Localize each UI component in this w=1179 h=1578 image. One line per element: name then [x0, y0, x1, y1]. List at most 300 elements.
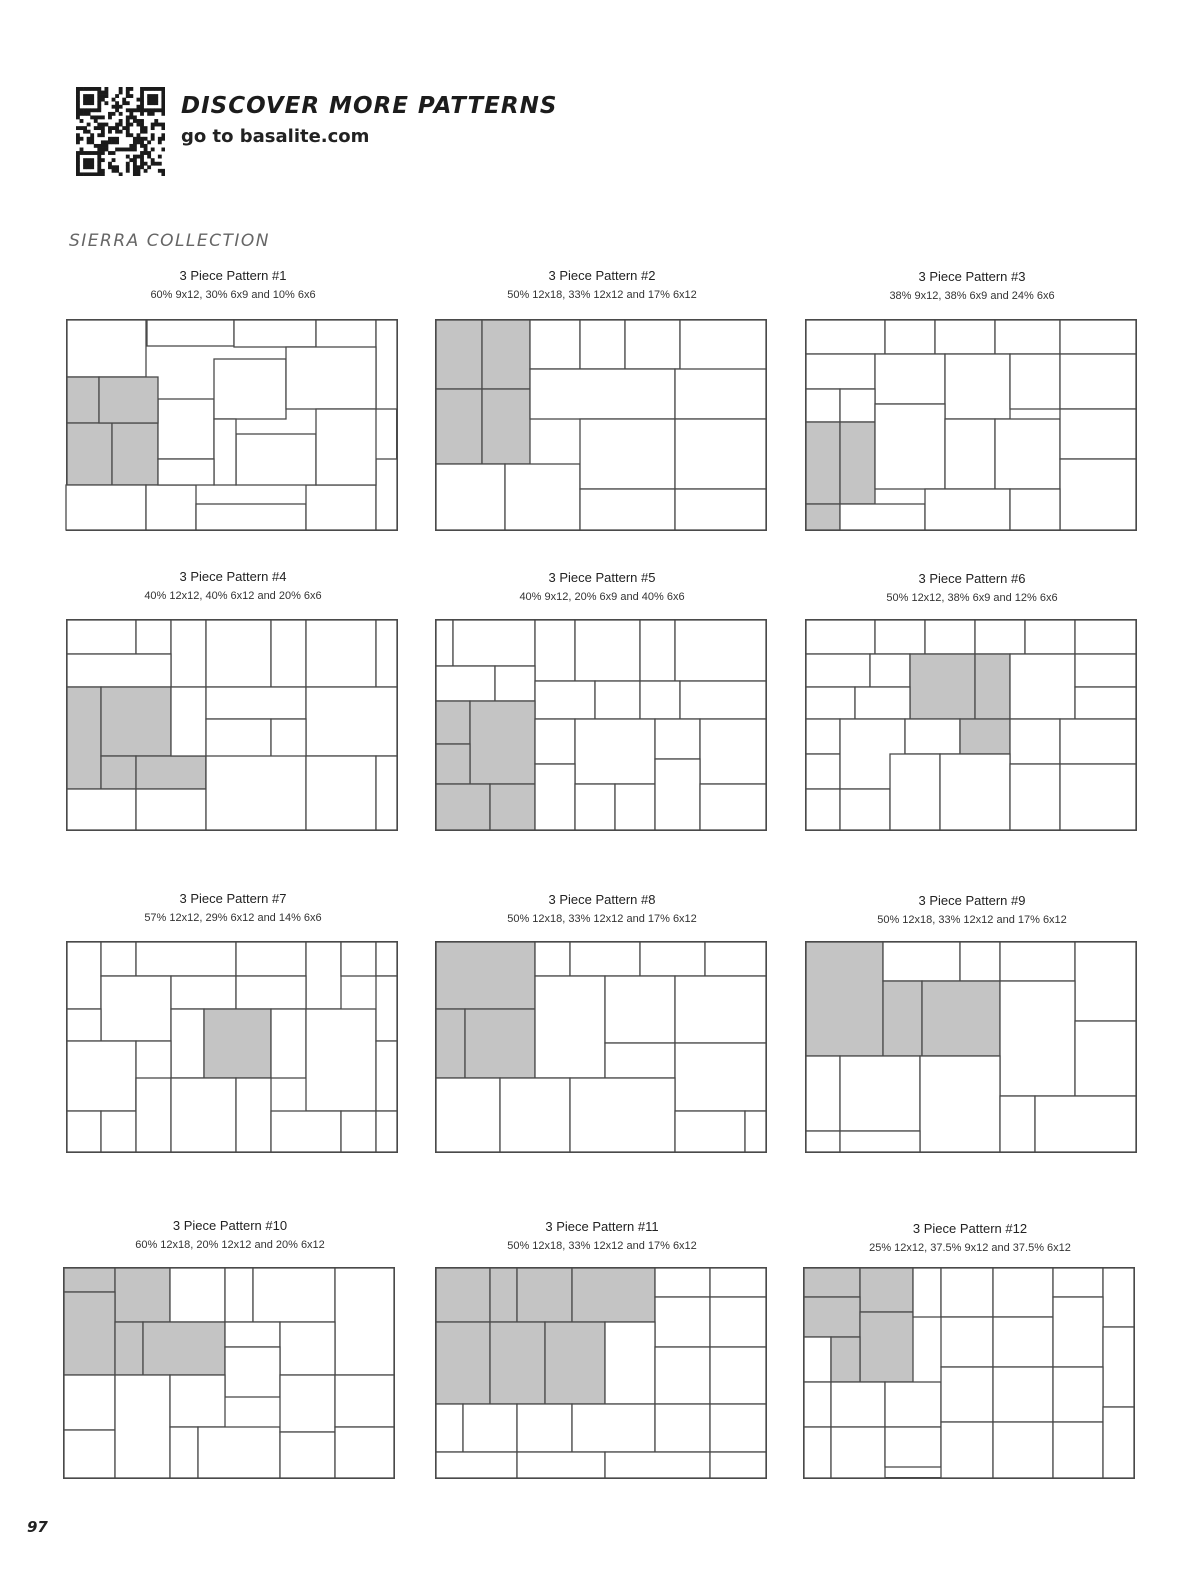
paver-stone — [1010, 764, 1060, 830]
paver-stone — [436, 1322, 490, 1404]
paver-stone — [675, 419, 766, 489]
paver-stone — [1010, 654, 1075, 719]
paver-stone — [482, 389, 530, 464]
paver-stone — [517, 1268, 572, 1322]
pattern-card — [63, 268, 403, 536]
paver-stone — [655, 719, 700, 759]
paver-stone — [286, 347, 376, 409]
pattern-card — [432, 890, 772, 1158]
paver-stone — [995, 419, 1060, 489]
paver-stone — [436, 464, 505, 530]
pattern-diagram — [803, 1267, 1137, 1481]
paver-stone — [1075, 687, 1136, 719]
paver-stone — [67, 942, 101, 1009]
paver-stone — [945, 419, 995, 489]
pattern-diagram — [435, 319, 769, 533]
paver-stone — [253, 1268, 335, 1322]
paver-stone — [960, 942, 1000, 981]
paver-stone — [975, 654, 1010, 719]
paver-stone — [993, 1422, 1053, 1478]
paver-stone — [675, 489, 766, 530]
paver-stone — [115, 1375, 170, 1478]
paver-stone — [675, 369, 766, 419]
pattern-diagram — [805, 319, 1139, 533]
paver-stone — [136, 942, 236, 976]
page-number: 97 — [27, 1518, 48, 1536]
paver-stone — [436, 1404, 463, 1452]
paver-stone — [675, 620, 766, 681]
paver-stone — [710, 1452, 766, 1478]
pattern-card — [802, 568, 1142, 836]
paver-stone — [940, 754, 1010, 830]
paver-stone — [905, 719, 960, 754]
paver-stone — [710, 1347, 766, 1404]
paver-stone — [376, 459, 397, 530]
paver-stone — [804, 1382, 831, 1427]
paver-stone — [306, 1009, 376, 1111]
pattern-name: 3 Piece Pattern #2 — [548, 268, 656, 283]
paver-stone — [875, 404, 945, 489]
paver-stone — [605, 1043, 675, 1078]
paver-stone — [705, 942, 766, 976]
paver-stone — [655, 759, 700, 830]
paver-stone — [572, 1404, 655, 1452]
paver-stone — [1103, 1268, 1134, 1327]
paver-stone — [500, 1078, 570, 1152]
pattern-mix: 50% 12x18, 33% 12x12 and 17% 6x12 — [507, 913, 697, 925]
paver-stone — [806, 620, 875, 654]
paver-stone — [101, 756, 136, 789]
paver-stone — [806, 1056, 840, 1131]
paver-stone — [171, 1078, 236, 1152]
paver-stone — [170, 1268, 225, 1322]
paver-stone — [490, 1322, 545, 1404]
paver-stone — [306, 620, 376, 687]
paver-stone — [605, 1322, 655, 1404]
paver-stone — [575, 784, 615, 830]
pattern-name: 3 Piece Pattern #3 — [918, 269, 1026, 284]
paver-stone — [710, 1268, 766, 1297]
paver-stone — [495, 666, 535, 701]
paver-stone — [745, 1111, 766, 1152]
pattern-card — [432, 568, 772, 836]
paver-stone — [170, 1427, 198, 1478]
paver-stone — [535, 719, 575, 764]
paver-stone — [945, 354, 1010, 419]
paver-stone — [806, 754, 840, 789]
paver-stone — [840, 504, 925, 530]
paver-stone — [655, 1297, 710, 1347]
paver-stone — [993, 1268, 1053, 1317]
pattern-name: 3 Piece Pattern #7 — [179, 891, 287, 906]
paver-stone — [655, 1268, 710, 1297]
paver-stone — [993, 1317, 1053, 1367]
paver-stone — [67, 377, 99, 423]
paver-stone — [436, 1452, 517, 1478]
paver-stone — [1053, 1268, 1103, 1297]
paver-stone — [535, 681, 595, 719]
paver-stone — [1053, 1422, 1103, 1478]
paver-stone — [1103, 1327, 1134, 1407]
paver-stone — [271, 1111, 341, 1152]
paver-stone — [67, 1111, 101, 1152]
paver-stone — [806, 504, 840, 530]
paver-stone — [806, 654, 870, 687]
paver-stone — [1060, 354, 1136, 409]
paver-stone — [376, 620, 397, 687]
paver-stone — [214, 359, 286, 419]
paver-stone — [655, 1347, 710, 1404]
paver-stone — [535, 942, 570, 976]
paver-stone — [465, 1009, 535, 1078]
paver-stone — [1025, 620, 1075, 654]
paver-stone — [170, 1375, 225, 1427]
paver-stone — [530, 320, 580, 369]
paver-stone — [995, 320, 1060, 354]
paver-stone — [700, 784, 766, 830]
paver-stone — [885, 1427, 941, 1467]
paver-stone — [236, 434, 316, 485]
qr-code[interactable] — [76, 87, 165, 176]
promo-title: DISCOVER MORE PATTERNS — [181, 93, 558, 119]
paver-stone — [840, 1056, 920, 1131]
paver-stone — [490, 784, 535, 830]
pattern-diagram — [805, 619, 1139, 833]
paver-stone — [831, 1337, 860, 1382]
paver-stone — [67, 687, 101, 789]
paver-stone — [1010, 354, 1060, 409]
paver-stone — [806, 389, 840, 422]
paver-stone — [206, 756, 306, 830]
paver-stone — [575, 719, 655, 784]
paver-stone — [112, 423, 158, 485]
paver-stone — [1053, 1367, 1103, 1422]
paver-stone — [883, 942, 960, 981]
paver-stone — [875, 620, 925, 654]
paver-stone — [860, 1268, 913, 1312]
paver-stone — [306, 485, 376, 530]
pattern-mix: 25% 12x12, 37.5% 9x12 and 37.5% 6x12 — [869, 1242, 1071, 1254]
paver-stone — [280, 1322, 335, 1375]
paver-stone — [855, 687, 910, 719]
paver-stone — [806, 942, 883, 1056]
paver-stone — [1053, 1297, 1103, 1367]
paver-stone — [316, 409, 376, 485]
paver-stone — [517, 1452, 605, 1478]
paver-stone — [341, 1111, 376, 1152]
pattern-name: 3 Piece Pattern #4 — [179, 569, 287, 584]
paver-stone — [436, 701, 470, 744]
paver-stone — [831, 1382, 885, 1427]
paver-stone — [804, 1297, 860, 1337]
paver-stone — [580, 489, 675, 530]
paver-stone — [806, 789, 840, 830]
paver-stone — [136, 1078, 171, 1152]
paver-stone — [234, 320, 316, 347]
paver-stone — [99, 377, 158, 423]
paver-stone — [67, 620, 136, 654]
paver-stone — [171, 1009, 204, 1078]
paver-stone — [136, 756, 206, 789]
paver-stone — [463, 1404, 517, 1452]
paver-stone — [1000, 981, 1075, 1096]
paver-stone — [101, 1111, 136, 1152]
pattern-card — [60, 1216, 400, 1484]
paver-stone — [840, 1131, 920, 1152]
paver-stone — [806, 354, 875, 389]
paver-stone — [925, 620, 975, 654]
paver-stone — [840, 389, 875, 422]
paver-stone — [870, 654, 910, 687]
pattern-diagram — [63, 1267, 397, 1481]
paver-stone — [1060, 409, 1136, 459]
paver-stone — [1010, 489, 1060, 530]
paver-stone — [1060, 719, 1136, 764]
paver-stone — [535, 620, 575, 681]
paver-stone — [570, 1078, 675, 1152]
paver-stone — [482, 320, 530, 389]
paver-stone — [615, 784, 655, 830]
paver-stone — [198, 1427, 280, 1478]
pattern-mix: 60% 12x18, 20% 12x12 and 20% 6x12 — [135, 1239, 325, 1251]
paver-stone — [935, 320, 995, 354]
paver-stone — [115, 1268, 170, 1322]
paver-stone — [335, 1427, 394, 1478]
paver-stone — [840, 789, 890, 830]
paver-stone — [860, 1312, 913, 1382]
pattern-name: 3 Piece Pattern #6 — [918, 571, 1026, 586]
paver-stone — [436, 620, 453, 666]
pattern-card — [63, 568, 403, 836]
pattern-name: 3 Piece Pattern #5 — [548, 570, 656, 585]
paver-stone — [436, 666, 495, 701]
paver-stone — [67, 320, 146, 377]
pattern-diagram — [66, 619, 400, 833]
paver-stone — [1075, 654, 1136, 687]
paver-stone — [436, 784, 490, 830]
paver-stone — [236, 1078, 271, 1152]
paver-stone — [941, 1422, 993, 1478]
promo-link[interactable]: go to basalite.com — [181, 126, 370, 147]
paver-stone — [806, 320, 885, 354]
paver-stone — [700, 719, 766, 784]
pattern-card — [802, 890, 1142, 1158]
paver-stone — [885, 1382, 941, 1427]
paver-stone — [436, 1009, 465, 1078]
paver-stone — [225, 1322, 280, 1347]
paver-stone — [225, 1268, 253, 1322]
pattern-mix: 40% 9x12, 20% 6x9 and 40% 6x6 — [519, 591, 685, 603]
paver-stone — [158, 399, 214, 459]
paver-stone — [158, 459, 214, 485]
paver-stone — [625, 320, 680, 369]
pattern-mix: 50% 12x18, 33% 12x12 and 17% 6x12 — [877, 914, 1067, 926]
paver-stone — [875, 354, 945, 404]
pattern-mix: 40% 12x12, 40% 6x12 and 20% 6x6 — [144, 590, 322, 602]
paver-stone — [271, 1009, 306, 1078]
paver-stone — [806, 719, 840, 754]
paver-stone — [490, 1268, 517, 1322]
paver-stone — [67, 423, 112, 485]
paver-stone — [941, 1268, 993, 1317]
pattern-mix: 60% 9x12, 30% 6x9 and 10% 6x6 — [150, 289, 316, 301]
paver-stone — [675, 976, 766, 1043]
paver-stone — [436, 744, 470, 784]
pattern-diagram — [435, 619, 769, 833]
paver-stone — [101, 976, 171, 1041]
paver-stone — [580, 419, 675, 489]
pattern-card — [63, 890, 403, 1158]
paver-stone — [605, 976, 675, 1043]
pattern-card — [432, 1216, 772, 1484]
paver-stone — [64, 1375, 115, 1430]
paver-stone — [910, 654, 975, 719]
paver-stone — [535, 976, 605, 1078]
paver-stone — [1060, 459, 1136, 530]
paver-stone — [376, 942, 397, 976]
paver-stone — [64, 1430, 115, 1478]
paver-stone — [101, 942, 136, 976]
paver-stone — [545, 1322, 605, 1404]
paver-stone — [306, 687, 397, 756]
paver-stone — [280, 1375, 335, 1432]
pattern-diagram — [66, 319, 400, 533]
paver-stone — [136, 620, 171, 654]
paver-stone — [376, 320, 397, 409]
paver-stone — [831, 1427, 885, 1478]
paver-stone — [1075, 942, 1136, 1021]
pattern-card — [800, 1216, 1140, 1484]
paver-stone — [64, 1268, 115, 1292]
paver-stone — [335, 1268, 394, 1375]
paver-stone — [67, 789, 136, 830]
paver-stone — [341, 942, 376, 976]
paver-stone — [436, 942, 535, 1009]
pattern-name: 3 Piece Pattern #8 — [548, 892, 656, 907]
paver-stone — [840, 422, 875, 504]
paver-stone — [147, 320, 234, 346]
paver-stone — [575, 620, 640, 681]
paver-stone — [675, 1043, 766, 1111]
paver-stone — [1010, 719, 1060, 764]
pattern-mix: 57% 12x12, 29% 6x12 and 14% 6x6 — [144, 912, 322, 924]
paver-stone — [505, 464, 580, 530]
paver-stone — [64, 1292, 115, 1375]
pattern-diagram — [66, 941, 400, 1155]
paver-stone — [376, 1041, 397, 1111]
paver-stone — [196, 504, 306, 530]
paver-stone — [913, 1268, 941, 1317]
paver-stone — [595, 681, 640, 719]
paver-stone — [1075, 1021, 1136, 1096]
paver-stone — [67, 654, 171, 687]
paver-stone — [66, 485, 146, 530]
pattern-name: 3 Piece Pattern #10 — [172, 1218, 288, 1233]
pattern-name: 3 Piece Pattern #9 — [918, 893, 1026, 908]
paver-stone — [655, 1404, 710, 1452]
pattern-mix: 50% 12x18, 33% 12x12 and 17% 6x12 — [507, 289, 697, 301]
paver-stone — [146, 485, 196, 530]
paver-stone — [171, 620, 206, 687]
paver-stone — [115, 1322, 143, 1375]
paver-stone — [680, 681, 766, 719]
paver-stone — [640, 620, 675, 681]
paver-stone — [920, 1056, 1000, 1152]
paver-stone — [236, 942, 306, 976]
paver-stone — [517, 1404, 572, 1452]
paver-stone — [136, 789, 206, 830]
paver-stone — [806, 1131, 840, 1152]
qr-code-icon — [76, 87, 165, 176]
paver-stone — [1075, 620, 1136, 654]
paver-stone — [1000, 942, 1075, 981]
paver-stone — [941, 1367, 993, 1422]
paver-stone — [470, 701, 535, 784]
paver-stone — [885, 320, 935, 354]
paver-stone — [710, 1297, 766, 1347]
paver-stone — [67, 1041, 136, 1111]
pattern-name: 3 Piece Pattern #1 — [179, 268, 287, 283]
paver-stone — [993, 1367, 1053, 1422]
paver-stone — [640, 681, 680, 719]
paver-stone — [941, 1317, 993, 1367]
paver-stone — [570, 942, 640, 976]
paver-stone — [101, 687, 171, 756]
pattern-card — [432, 268, 772, 536]
paver-stone — [271, 620, 306, 687]
paver-stone — [306, 756, 376, 830]
paver-stone — [1035, 1096, 1136, 1152]
paver-stone — [225, 1347, 280, 1397]
paver-stone — [1060, 764, 1136, 830]
paver-stone — [975, 620, 1025, 654]
pattern-name: 3 Piece Pattern #11 — [545, 1219, 659, 1234]
paver-stone — [960, 719, 1010, 754]
paver-stone — [335, 1375, 394, 1427]
paver-stone — [436, 1268, 490, 1322]
paver-stone — [580, 320, 625, 369]
paver-stone — [1060, 320, 1136, 354]
paver-stone — [376, 976, 397, 1041]
paver-stone — [436, 1078, 500, 1152]
paver-stone — [806, 422, 840, 504]
paver-stone — [804, 1337, 831, 1382]
paver-stone — [710, 1404, 766, 1452]
paver-stone — [436, 389, 482, 464]
paver-stone — [171, 687, 206, 756]
paver-stone — [214, 419, 236, 485]
paver-stone — [883, 981, 922, 1056]
pattern-mix: 50% 12x12, 38% 6x9 and 12% 6x6 — [886, 592, 1058, 604]
paver-stone — [376, 1111, 397, 1152]
collection-title: SIERRA COLLECTION — [69, 231, 271, 251]
pattern-diagram — [435, 941, 769, 1155]
paver-stone — [236, 976, 306, 1009]
paver-stone — [640, 942, 705, 976]
pattern-name: 3 Piece Pattern #12 — [912, 1221, 1028, 1236]
pattern-diagram — [805, 941, 1139, 1155]
paver-stone — [453, 620, 535, 666]
paver-stone — [806, 687, 855, 719]
paver-stone — [436, 320, 482, 389]
paver-stone — [171, 976, 236, 1009]
pattern-mix: 50% 12x18, 33% 12x12 and 17% 6x12 — [507, 1240, 697, 1252]
paver-stone — [204, 1009, 271, 1078]
paver-stone — [605, 1452, 710, 1478]
paver-stone — [280, 1432, 335, 1478]
paver-stone — [1103, 1407, 1134, 1478]
paver-stone — [206, 687, 306, 719]
